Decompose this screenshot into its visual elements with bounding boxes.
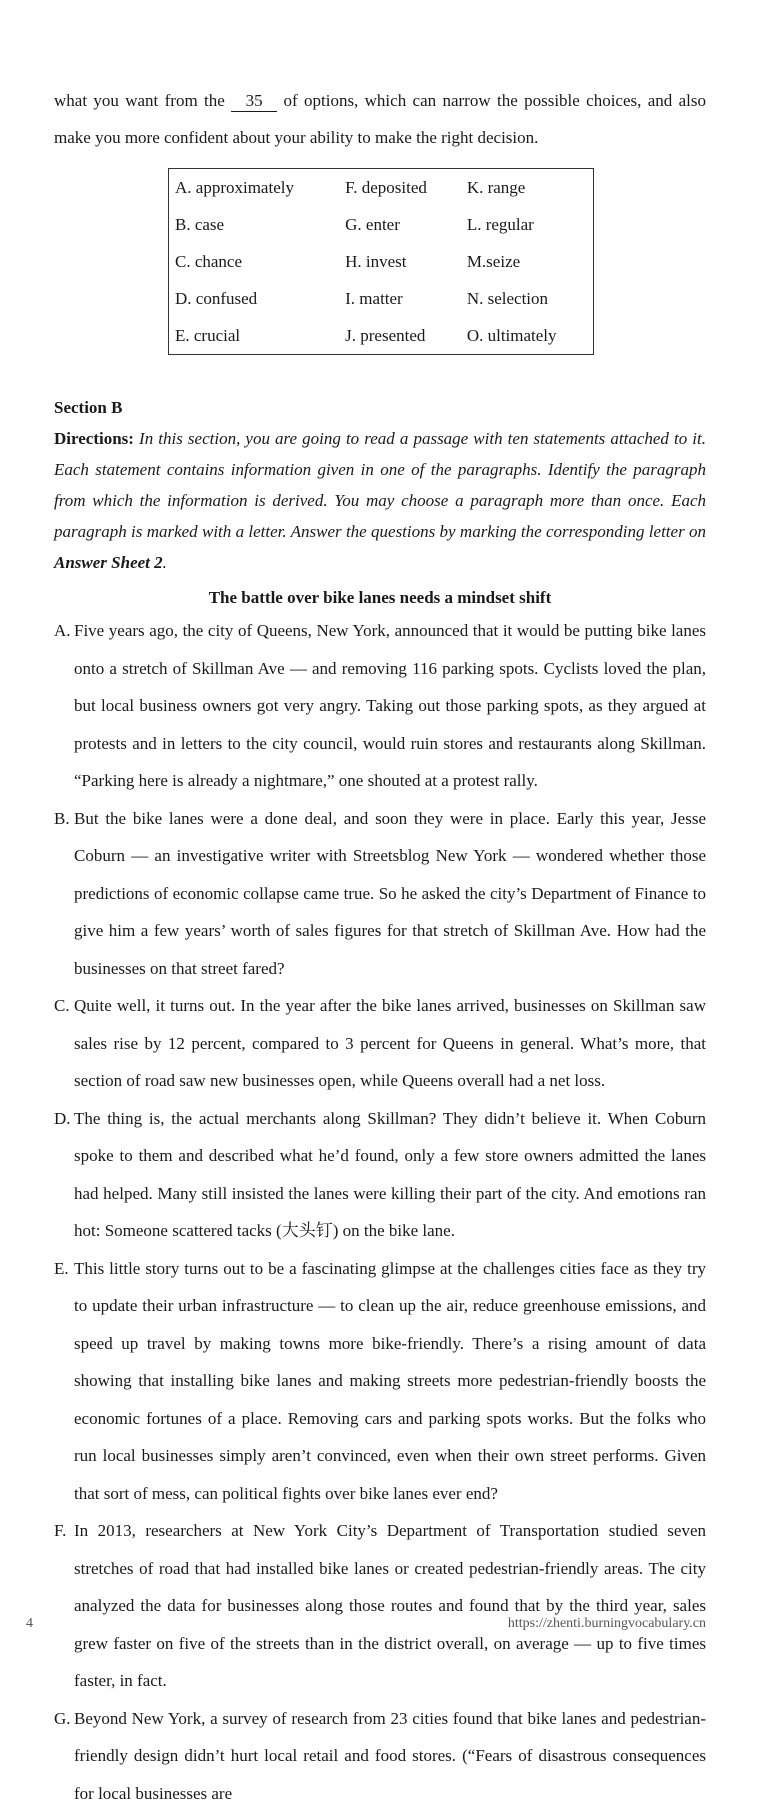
directions-end: . xyxy=(163,553,167,572)
intro-text-after: of options, which can narrow the possible choices, and also make you more confident about your ability to make the right decision. xyxy=(54,91,706,147)
passage-paragraph xyxy=(54,612,706,800)
paragraph-text: Quite well, it turns out. In the year after the bike lanes arrived, businesses on Skillman saw sales rise by 12 percent, compared to 3 percent for Queens in general. What’s more, that section of road saw new businesses open, while Queens overall had a net loss. xyxy=(74,996,706,1090)
word-option: G. enter xyxy=(339,206,461,243)
passage-paragraph xyxy=(54,987,706,1100)
passage-body xyxy=(54,612,706,1812)
word-option: C. chance xyxy=(169,243,340,280)
word-bank-row xyxy=(169,317,594,355)
word-option: L. regular xyxy=(461,206,594,243)
intro-paragraph xyxy=(54,82,706,156)
intro-text-before: what you want from the xyxy=(54,91,231,110)
answer-sheet-label: Answer Sheet 2 xyxy=(54,553,163,572)
footer-url: https://zhenti.burningvocabulary.cn xyxy=(508,1616,706,1632)
paragraph-letter: G. xyxy=(54,1700,71,1738)
word-option: F. deposited xyxy=(339,169,461,207)
passage-paragraph xyxy=(54,1512,706,1700)
word-option: B. case xyxy=(169,206,340,243)
passage-paragraph xyxy=(54,1700,706,1812)
paragraph-letter: D. xyxy=(54,1100,71,1138)
word-option: H. invest xyxy=(339,243,461,280)
page-number: 4 xyxy=(26,1616,33,1632)
paragraph-text: The thing is, the actual merchants along Skillman? They didn’t believe it. When Coburn spoke to them and described what he’d found, only a few store owners admitted the lanes had helped. Many still insisted the lanes were killing their part of the city. And emotions ran hot: Someone scattered tacks (大头钉) on the bike lane. xyxy=(74,1109,706,1241)
section-title: Section B xyxy=(54,395,706,421)
word-option: J. presented xyxy=(339,317,461,355)
word-bank-row xyxy=(169,243,594,280)
paragraph-text: In 2013, researchers at New York City’s Department of Transportation studied seven stretches of road that had installed bike lanes or created pedestrian-friendly areas. The city analyzed the data for businesses along those routes and found that by the third year, sales grew faster on five of the streets than in the district overall, on average — up to five times faster, in fact. xyxy=(74,1521,706,1690)
paragraph-letter: B. xyxy=(54,800,70,838)
blank-35: 35 xyxy=(231,91,277,112)
paragraph-letter: C. xyxy=(54,987,70,1025)
word-bank-row xyxy=(169,206,594,243)
word-option: N. selection xyxy=(461,280,594,317)
word-option: I. matter xyxy=(339,280,461,317)
word-option: O. ultimately xyxy=(461,317,594,355)
paragraph-letter: A. xyxy=(54,612,71,650)
word-bank-row xyxy=(169,280,594,317)
paragraph-letter: E. xyxy=(54,1250,69,1288)
paragraph-text: Five years ago, the city of Queens, New York, announced that it would be putting bike lanes onto a stretch of Skillman Ave — and removing 116 parking spots. Cyclists loved the plan, but local business owners got very angry. Taking out those parking spots, as they argued at protests and in letters to the city council, would ruin stores and restaurants along Skillman. “Parking here is already a nightmare,” one shouted at a protest rally. xyxy=(74,621,706,790)
directions xyxy=(54,423,706,578)
passage-paragraph xyxy=(54,800,706,988)
word-option: D. confused xyxy=(169,280,340,317)
passage-paragraph xyxy=(54,1250,706,1513)
paragraph-text: But the bike lanes were a done deal, and soon they were in place. Early this year, Jesse Coburn — an investigative writer with Streetsblog New York — wondered whether those predictions of economic collapse came true. So he asked the city’s Department of Finance to give him a few years’ worth of sales figures for that stretch of Skillman Ave. How had the businesses on that street fared? xyxy=(74,809,706,978)
paragraph-text: Beyond New York, a survey of research from 23 cities found that bike lanes and pedestrian-friendly design didn’t hurt local retail and food stores. (“Fears of disastrous consequences for local businesses are xyxy=(74,1709,706,1803)
directions-text: In this section, you are going to read a passage with ten statements attached to it. Each statement contains information given in one of the paragraphs. Identify the paragraph from which the information is derived. You may choose a paragraph more than once. Each paragraph is marked with a letter. Answer the questions by marking the corresponding letter on xyxy=(54,429,706,541)
word-option: M.seize xyxy=(461,243,594,280)
word-bank-table xyxy=(168,168,594,355)
page-content xyxy=(54,82,706,1812)
word-bank-row xyxy=(169,169,594,207)
word-option: E. crucial xyxy=(169,317,340,355)
passage-paragraph xyxy=(54,1100,706,1250)
paragraph-text: This little story turns out to be a fascinating glimpse at the challenges cities face as they try to update their urban infrastructure — to clean up the air, reduce greenhouse emissions, and speed up travel by making towns more bike-friendly. There’s a rising amount of data showing that installing bike lanes and making streets more pedestrian-friendly boosts the economic fortunes of a place. Removing cars and parking spots works. But the folks who run local businesses simply aren’t convinced, even when their own street performs. Given that sort of mess, can political fights over bike lanes ever end? xyxy=(74,1259,706,1503)
paragraph-letter: F. xyxy=(54,1512,66,1550)
word-option: A. approximately xyxy=(169,169,340,207)
word-option: K. range xyxy=(461,169,594,207)
directions-label: Directions: xyxy=(54,429,134,448)
passage-title: The battle over bike lanes needs a mindset shift xyxy=(54,584,706,612)
